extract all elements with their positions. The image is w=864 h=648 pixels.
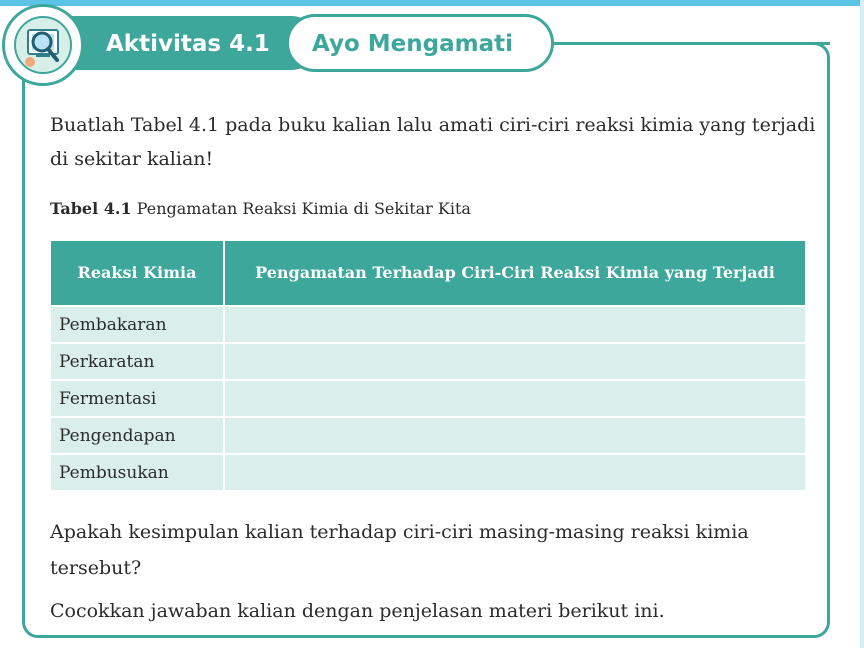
activity-badge [2, 4, 84, 86]
observation-cell[interactable] [224, 306, 806, 343]
reaction-cell: Fermentasi [50, 380, 224, 417]
observation-cell[interactable] [224, 417, 806, 454]
table-row [50, 454, 806, 491]
table-number: Tabel 4.1 [50, 199, 132, 218]
table-row [50, 380, 806, 417]
table-header-row [50, 240, 806, 306]
closing-paragraph: Cocokkan jawaban kalian dengan penjelasan materi berikut ini. [50, 600, 665, 622]
table-caption [50, 199, 471, 218]
observation-cell[interactable] [224, 343, 806, 380]
reaction-cell: Pembakaran [50, 306, 224, 343]
reaction-cell: Perkaratan [50, 343, 224, 380]
badge-circle [14, 16, 72, 74]
header-rule [552, 42, 830, 45]
activity-label: Aktivitas 4.1 [106, 31, 270, 57]
observation-table [49, 239, 807, 492]
table-row [50, 306, 806, 343]
table-row [50, 417, 806, 454]
observation-cell[interactable] [224, 380, 806, 417]
observation-cell[interactable] [224, 454, 806, 491]
magnifier-icon [16, 18, 70, 72]
header-reaction: Reaksi Kimia [50, 240, 224, 306]
header-observation: Pengamatan Terhadap Ciri-Ciri Reaksi Kimia yang Terjadi [224, 240, 806, 306]
reaction-cell: Pengendapan [50, 417, 224, 454]
question-paragraph: Apakah kesimpulan kalian terhadap ciri-ciri masing-masing reaksi kimia tersebut? [50, 521, 749, 579]
table-row [50, 343, 806, 380]
reaction-cell: Pembusukan [50, 454, 224, 491]
activity-title: Ayo Mengamati [312, 31, 513, 57]
right-edge-strip [860, 0, 864, 648]
intro-paragraph: Buatlah Tabel 4.1 pada buku kalian lalu amati ciri-ciri reaksi kimia yang terjadi di sekitar kalian! [50, 114, 816, 170]
activity-header [0, 0, 864, 90]
table-caption-text: Pengamatan Reaksi Kimia di Sekitar Kita [136, 199, 471, 218]
